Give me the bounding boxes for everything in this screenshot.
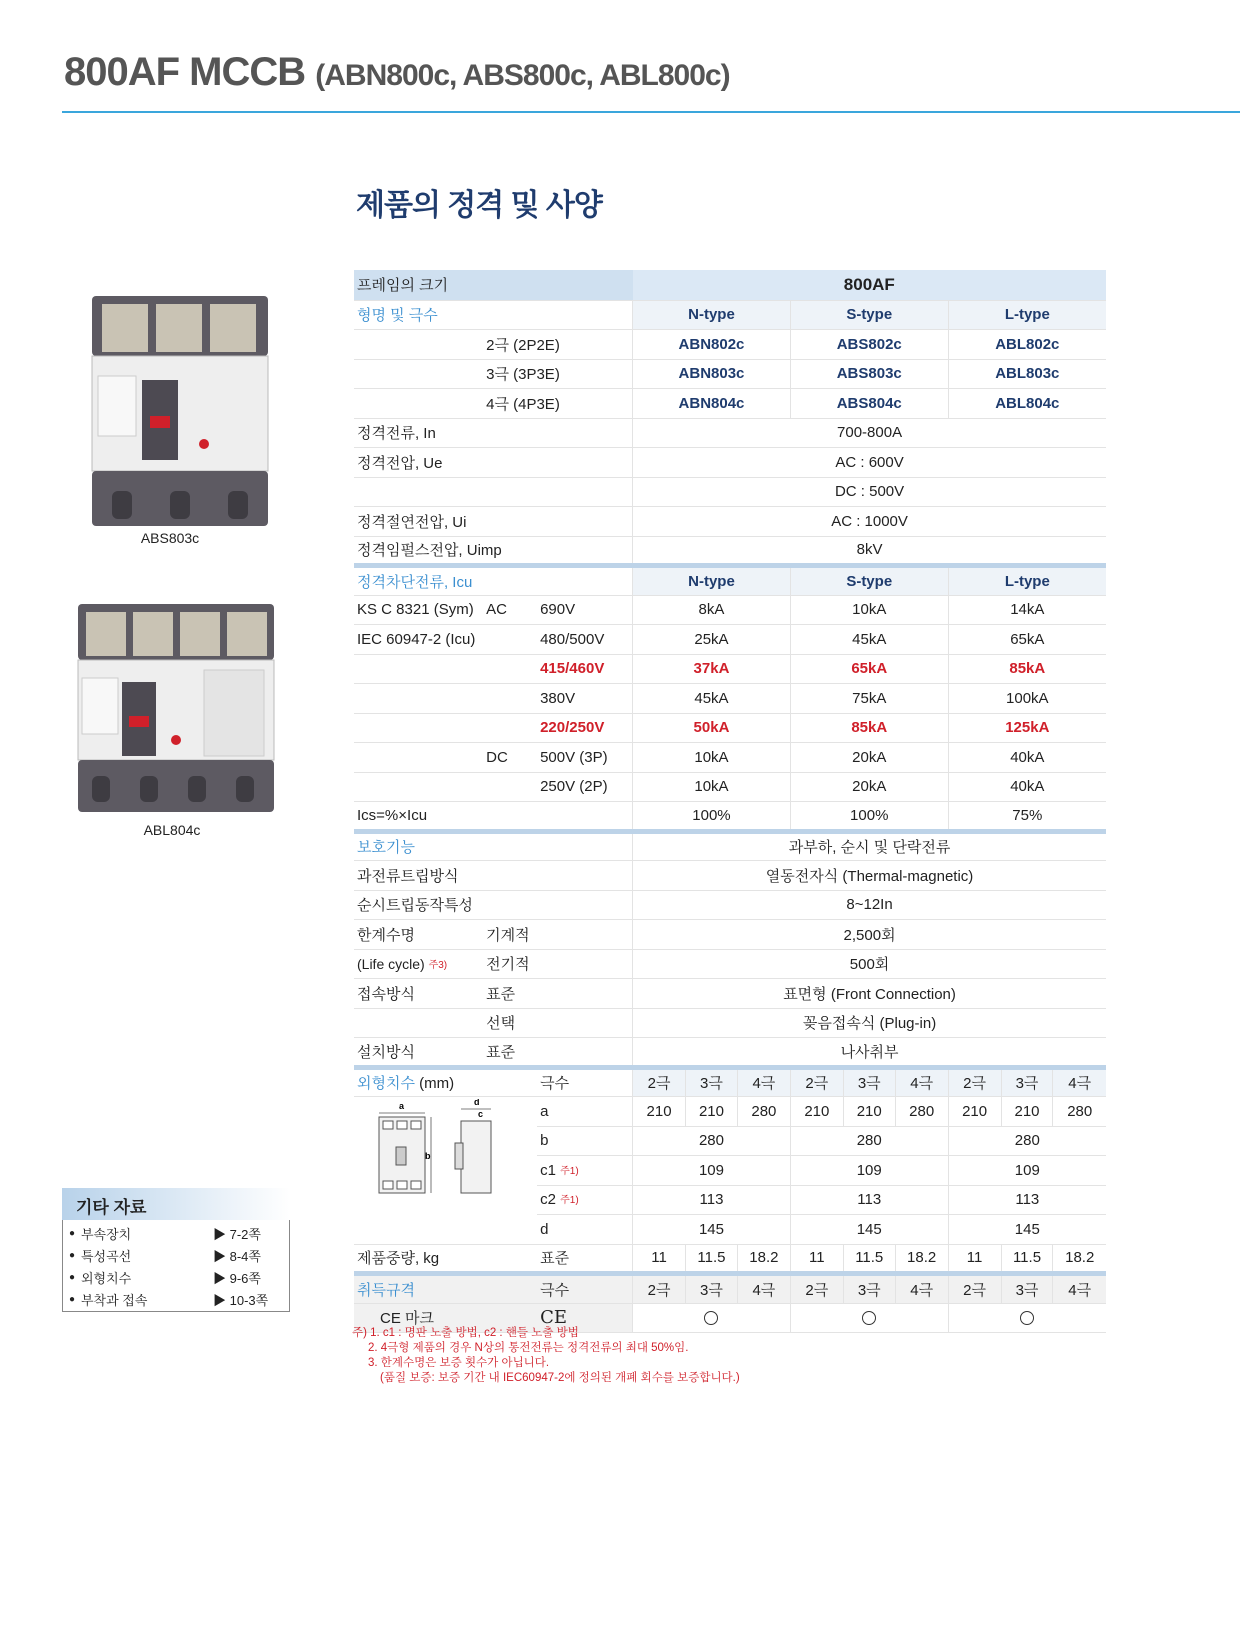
product-caption-1: ABS803c	[140, 530, 200, 546]
life-elec-row	[354, 949, 1106, 979]
mounting-value: 나사취부	[633, 1038, 1106, 1068]
diagram-label-a: a	[399, 1101, 405, 1111]
type-n: N-type	[633, 566, 791, 596]
pole-cell: 4극	[895, 1274, 948, 1304]
dim-poles-row	[354, 1067, 1106, 1097]
material-link[interactable]	[63, 1244, 289, 1266]
dim-cell: 145	[790, 1215, 948, 1245]
pole-cell: 3극	[1001, 1274, 1053, 1304]
breaking-cell: 45kA	[790, 625, 948, 655]
pole-cell: 3극	[843, 1274, 895, 1304]
dim-a-label: a	[537, 1097, 633, 1127]
voltage-label: 250V (2P)	[537, 772, 633, 802]
ics-cell: 100%	[790, 802, 948, 832]
breaking-row	[354, 772, 1106, 802]
ics-cell: 75%	[948, 802, 1106, 832]
impulse-value: 8kV	[633, 536, 1106, 566]
spec-table	[354, 270, 1106, 1333]
title-rule	[62, 111, 1240, 113]
model-cell: ABN802c	[633, 330, 791, 360]
pole-cell: 3극	[843, 1067, 895, 1097]
breaking-cell: 100kA	[948, 684, 1106, 714]
type-label: 형명 및 극수	[354, 300, 633, 330]
rated-voltage-dc: DC : 500V	[633, 477, 1106, 507]
model-cell: ABN803c	[633, 359, 791, 389]
breaking-cell: 65kA	[948, 625, 1106, 655]
weight-cell: 18.2	[1053, 1244, 1106, 1274]
model-poles: 2극 (2P2E)	[483, 330, 632, 360]
elec-label: 전기적	[483, 949, 632, 979]
trip-method-row	[354, 861, 1106, 891]
weight-cell: 11.5	[686, 1244, 738, 1274]
product-caption-2: ABL804c	[143, 822, 201, 838]
weight-cell: 11.5	[843, 1244, 895, 1274]
life-mech-row	[354, 920, 1106, 950]
pole-cell: 4극	[737, 1274, 790, 1304]
impulse-row	[354, 536, 1106, 566]
circle-mark-icon	[1020, 1311, 1034, 1325]
cert-poles-row	[354, 1274, 1106, 1304]
breaking-row	[354, 654, 1106, 684]
ce-cell-s	[790, 1303, 948, 1333]
dim-cell: 145	[633, 1215, 791, 1245]
protection-value: 과부하, 순시 및 단락전류	[633, 831, 1106, 861]
impulse-label: 정격임펄스전압, Uimp	[354, 536, 633, 566]
breaking-cell: 40kA	[948, 772, 1106, 802]
pole-cell: 3극	[1001, 1067, 1053, 1097]
dim-cell: 109	[790, 1156, 948, 1186]
type-s: S-type	[790, 300, 948, 330]
material-page: ▶ 8-4쪽	[213, 1248, 261, 1264]
connection-opt-row	[354, 1008, 1106, 1038]
model-cell: ABN804c	[633, 389, 791, 419]
dim-note: 주1)	[560, 1195, 579, 1207]
model-cell: ABL803c	[948, 359, 1106, 389]
ac-label: AC	[483, 595, 537, 625]
page-title-main: 800AF MCCB	[64, 50, 306, 94]
weight-cell: 11.5	[1001, 1244, 1053, 1274]
type-l: L-type	[948, 300, 1106, 330]
mounting-std-label: 표준	[483, 1038, 632, 1068]
page-ref: 7-2쪽	[229, 1226, 261, 1242]
type-s: S-type	[790, 566, 948, 596]
other-materials-title: 기타 자료	[62, 1188, 290, 1220]
type-header-row	[354, 300, 1106, 330]
page-ref: 8-4쪽	[229, 1248, 261, 1264]
model-row	[354, 359, 1106, 389]
dim-cell: 210	[1001, 1097, 1053, 1127]
life-note: 주3)	[428, 959, 448, 971]
ics-label: Ics=%×Icu	[354, 802, 633, 832]
dim-b-label: b	[537, 1126, 633, 1156]
material-link[interactable]	[63, 1222, 289, 1244]
model-cell: ABL804c	[948, 389, 1106, 419]
circle-mark-icon	[704, 1311, 718, 1325]
model-poles: 3극 (3P3E)	[483, 359, 632, 389]
breaking-cell: 20kA	[790, 743, 948, 773]
page-title-models: (ABN800c, ABS800c, ABL800c)	[315, 59, 730, 92]
material-label: 부착과 접속	[81, 1292, 148, 1308]
dim-unit: (mm)	[419, 1075, 455, 1093]
model-row	[354, 389, 1106, 419]
frame-row	[354, 270, 1106, 300]
bullet-icon: ●	[68, 1249, 76, 1261]
weight-cell: 18.2	[737, 1244, 790, 1274]
pole-cell: 2극	[948, 1274, 1001, 1304]
page-ref: 9-6쪽	[229, 1270, 261, 1286]
weight-cell: 11	[790, 1244, 843, 1274]
material-link[interactable]	[63, 1266, 289, 1288]
mounting-row	[354, 1038, 1106, 1068]
cert-poles-label: 극수	[537, 1274, 633, 1304]
life-cycle-label: (Life cycle)	[357, 955, 425, 972]
breaking-cell: 10kA	[633, 772, 791, 802]
diagram-label-d: d	[474, 1099, 480, 1107]
dim-d-label: d	[537, 1215, 633, 1245]
breaking-cell: 85kA	[948, 654, 1106, 684]
model-cell: ABS804c	[790, 389, 948, 419]
dim-c2-label: c2	[540, 1191, 556, 1209]
bullet-icon: ●	[68, 1227, 76, 1239]
protection-row	[354, 831, 1106, 861]
standard-ks: KS C 8321 (Sym)	[354, 595, 483, 625]
weight-cell: 18.2	[895, 1244, 948, 1274]
dimension-diagram	[357, 1099, 507, 1209]
breaking-row	[354, 684, 1106, 714]
trip-method-label: 과전류트립방식	[354, 861, 633, 891]
breaking-cell: 45kA	[633, 684, 791, 714]
breaking-label: 정격차단전류, Icu	[354, 566, 633, 596]
weight-label: 제품중량, kg	[354, 1244, 537, 1274]
dim-label: 외형치수	[357, 1075, 415, 1093]
material-label: 특성곡선	[81, 1248, 132, 1264]
connection-std-row	[354, 979, 1106, 1009]
section-title: 제품의 정격 및 사양	[356, 189, 602, 222]
bullet-icon: ●	[68, 1293, 76, 1305]
page-ref: 10-3쪽	[229, 1292, 269, 1308]
breaking-cell: 10kA	[790, 595, 948, 625]
dim-cell: 210	[686, 1097, 738, 1127]
voltage-label: 380V	[537, 684, 633, 714]
breaking-cell: 75kA	[790, 684, 948, 714]
cert-label: 취득규격	[354, 1274, 537, 1304]
footnote: 주) 1. c1 : 명판 노출 방법, c2 : 핸들 노출 방법	[352, 1327, 579, 1339]
breaking-cell: 8kA	[633, 595, 791, 625]
breaking-cell: 10kA	[633, 743, 791, 773]
voltage-label: 500V (3P)	[537, 743, 633, 773]
life-label: 한계수명	[354, 920, 483, 950]
page-title	[64, 50, 730, 95]
footnote: 2. 4극형 제품의 경우 N상의 통전전류는 정격전류의 최대 50%임.	[368, 1342, 689, 1354]
dim-cell: 145	[948, 1215, 1106, 1245]
material-page: ▶ 10-3쪽	[213, 1292, 269, 1308]
material-page: ▶ 7-2쪽	[213, 1226, 261, 1242]
material-link[interactable]	[63, 1288, 289, 1310]
dim-cell: 109	[633, 1156, 791, 1186]
protection-label: 보호기능	[354, 831, 633, 861]
dim-cell: 210	[633, 1097, 686, 1127]
dim-cell: 280	[895, 1097, 948, 1127]
ce-cell-l	[948, 1303, 1106, 1333]
ics-cell: 100%	[633, 802, 791, 832]
dim-cell: 210	[843, 1097, 895, 1127]
connection-std-label: 표준	[483, 979, 632, 1009]
elec-value: 500회	[633, 949, 1106, 979]
weight-cell: 11	[948, 1244, 1001, 1274]
weight-std-label: 표준	[537, 1244, 633, 1274]
connection-std-value: 표면형 (Front Connection)	[633, 979, 1106, 1009]
material-label: 부속장치	[81, 1226, 132, 1242]
instant-trip-row	[354, 890, 1106, 920]
material-label: 외형치수	[81, 1270, 132, 1286]
other-materials-box	[62, 1188, 290, 1312]
dim-cell: 280	[1053, 1097, 1106, 1127]
breaking-cell: 125kA	[948, 713, 1106, 743]
breaking-cell: 20kA	[790, 772, 948, 802]
footnote: 3. 한계수명은 보증 횟수가 아닙니다.	[368, 1357, 550, 1369]
type-l: L-type	[948, 566, 1106, 596]
weight-row	[354, 1244, 1106, 1274]
breaking-cell: 40kA	[948, 743, 1106, 773]
breaking-row	[354, 713, 1106, 743]
dim-c1-label: c1	[540, 1161, 556, 1179]
product-image-abs803c	[90, 296, 270, 531]
pole-cell: 2극	[948, 1067, 1001, 1097]
frame-label: 프레임의 크기	[354, 270, 633, 300]
bullet-icon: ●	[68, 1271, 76, 1283]
other-materials-list	[62, 1220, 290, 1312]
pole-cell: 2극	[633, 1067, 686, 1097]
connection-opt-value: 꽂음접속식 (Plug-in)	[633, 1008, 1106, 1038]
type-n: N-type	[633, 300, 791, 330]
pole-cell: 4극	[1053, 1067, 1106, 1097]
dim-cell: 280	[633, 1126, 791, 1156]
breaking-cell: 25kA	[633, 625, 791, 655]
dim-poles-label: 극수	[537, 1067, 633, 1097]
dim-cell: 113	[790, 1185, 948, 1215]
footnote: (품질 보증: 보증 기간 내 IEC60947-2에 정의된 개폐 회수를 보증합니다.)	[380, 1372, 740, 1384]
breaking-cell: 14kA	[948, 595, 1106, 625]
standard-iec: IEC 60947-2 (Icu)	[354, 625, 483, 655]
dim-cell: 210	[948, 1097, 1001, 1127]
breaking-header-row	[354, 566, 1106, 596]
footnotes	[352, 1326, 740, 1386]
product-image-abl804c	[76, 604, 276, 816]
ce-mark-icon: CE	[537, 1303, 633, 1333]
weight-cell: 11	[633, 1244, 686, 1274]
pole-cell: 4극	[737, 1067, 790, 1097]
breaking-row	[354, 595, 1106, 625]
trip-method-value: 열동전자식 (Thermal-magnetic)	[633, 861, 1106, 891]
pole-cell: 3극	[686, 1274, 738, 1304]
pole-cell: 3극	[686, 1067, 738, 1097]
pole-cell: 2극	[790, 1067, 843, 1097]
pole-cell: 4극	[895, 1067, 948, 1097]
breaking-row	[354, 625, 1106, 655]
dim-cell: 210	[790, 1097, 843, 1127]
circle-mark-icon	[862, 1311, 876, 1325]
material-page: ▶ 9-6쪽	[213, 1270, 261, 1286]
voltage-label: 220/250V	[537, 713, 633, 743]
dim-cell: 113	[633, 1185, 791, 1215]
pole-cell: 2극	[633, 1274, 686, 1304]
instant-trip-label: 순시트립동작특성	[354, 890, 633, 920]
breaking-row	[354, 743, 1106, 773]
model-poles: 4극 (4P3E)	[483, 389, 632, 419]
mech-label: 기계적	[483, 920, 632, 950]
dim-note: 주1)	[560, 1165, 579, 1177]
dim-cell: 113	[948, 1185, 1106, 1215]
voltage-label: 480/500V	[537, 625, 633, 655]
rated-voltage-label: 정격전압, Ue	[354, 448, 633, 478]
insulation-row	[354, 507, 1106, 537]
ce-label: CE 마크	[354, 1303, 537, 1333]
rated-current-value: 700-800A	[633, 418, 1106, 448]
voltage-label: 690V	[537, 595, 633, 625]
breaking-cell: 50kA	[633, 713, 791, 743]
rated-voltage-ac: AC : 600V	[633, 448, 1106, 478]
dim-cell: 109	[948, 1156, 1106, 1186]
pole-cell: 2극	[790, 1274, 843, 1304]
model-cell: ABL802c	[948, 330, 1106, 360]
rated-current-row	[354, 418, 1106, 448]
connection-label: 접속방식	[354, 979, 483, 1009]
breaking-cell: 65kA	[790, 654, 948, 684]
frame-value: 800AF	[633, 270, 1106, 300]
insulation-label: 정격절연전압, Ui	[354, 507, 633, 537]
model-row	[354, 330, 1106, 360]
voltage-label: 415/460V	[537, 654, 633, 684]
pole-cell: 4극	[1053, 1274, 1106, 1304]
dc-label: DC	[483, 743, 537, 773]
mech-value: 2,500회	[633, 920, 1106, 950]
model-cell: ABS803c	[790, 359, 948, 389]
dim-cell: 280	[737, 1097, 790, 1127]
mounting-label: 설치방식	[354, 1038, 483, 1068]
dim-cell: 280	[790, 1126, 948, 1156]
instant-trip-value: 8~12In	[633, 890, 1106, 920]
ics-row	[354, 802, 1106, 832]
dim-cell: 280	[948, 1126, 1106, 1156]
diagram-label-c: c	[478, 1109, 484, 1119]
rated-voltage-dc-row	[354, 477, 1106, 507]
model-cell: ABS802c	[790, 330, 948, 360]
breaking-cell: 85kA	[790, 713, 948, 743]
rated-current-label: 정격전류, In	[354, 418, 633, 448]
diagram-label-b: b	[425, 1151, 431, 1161]
dim-a-row	[354, 1097, 1106, 1127]
connection-opt-label: 선택	[483, 1008, 632, 1038]
rated-voltage-row	[354, 448, 1106, 478]
insulation-value: AC : 1000V	[633, 507, 1106, 537]
breaking-cell: 37kA	[633, 654, 791, 684]
